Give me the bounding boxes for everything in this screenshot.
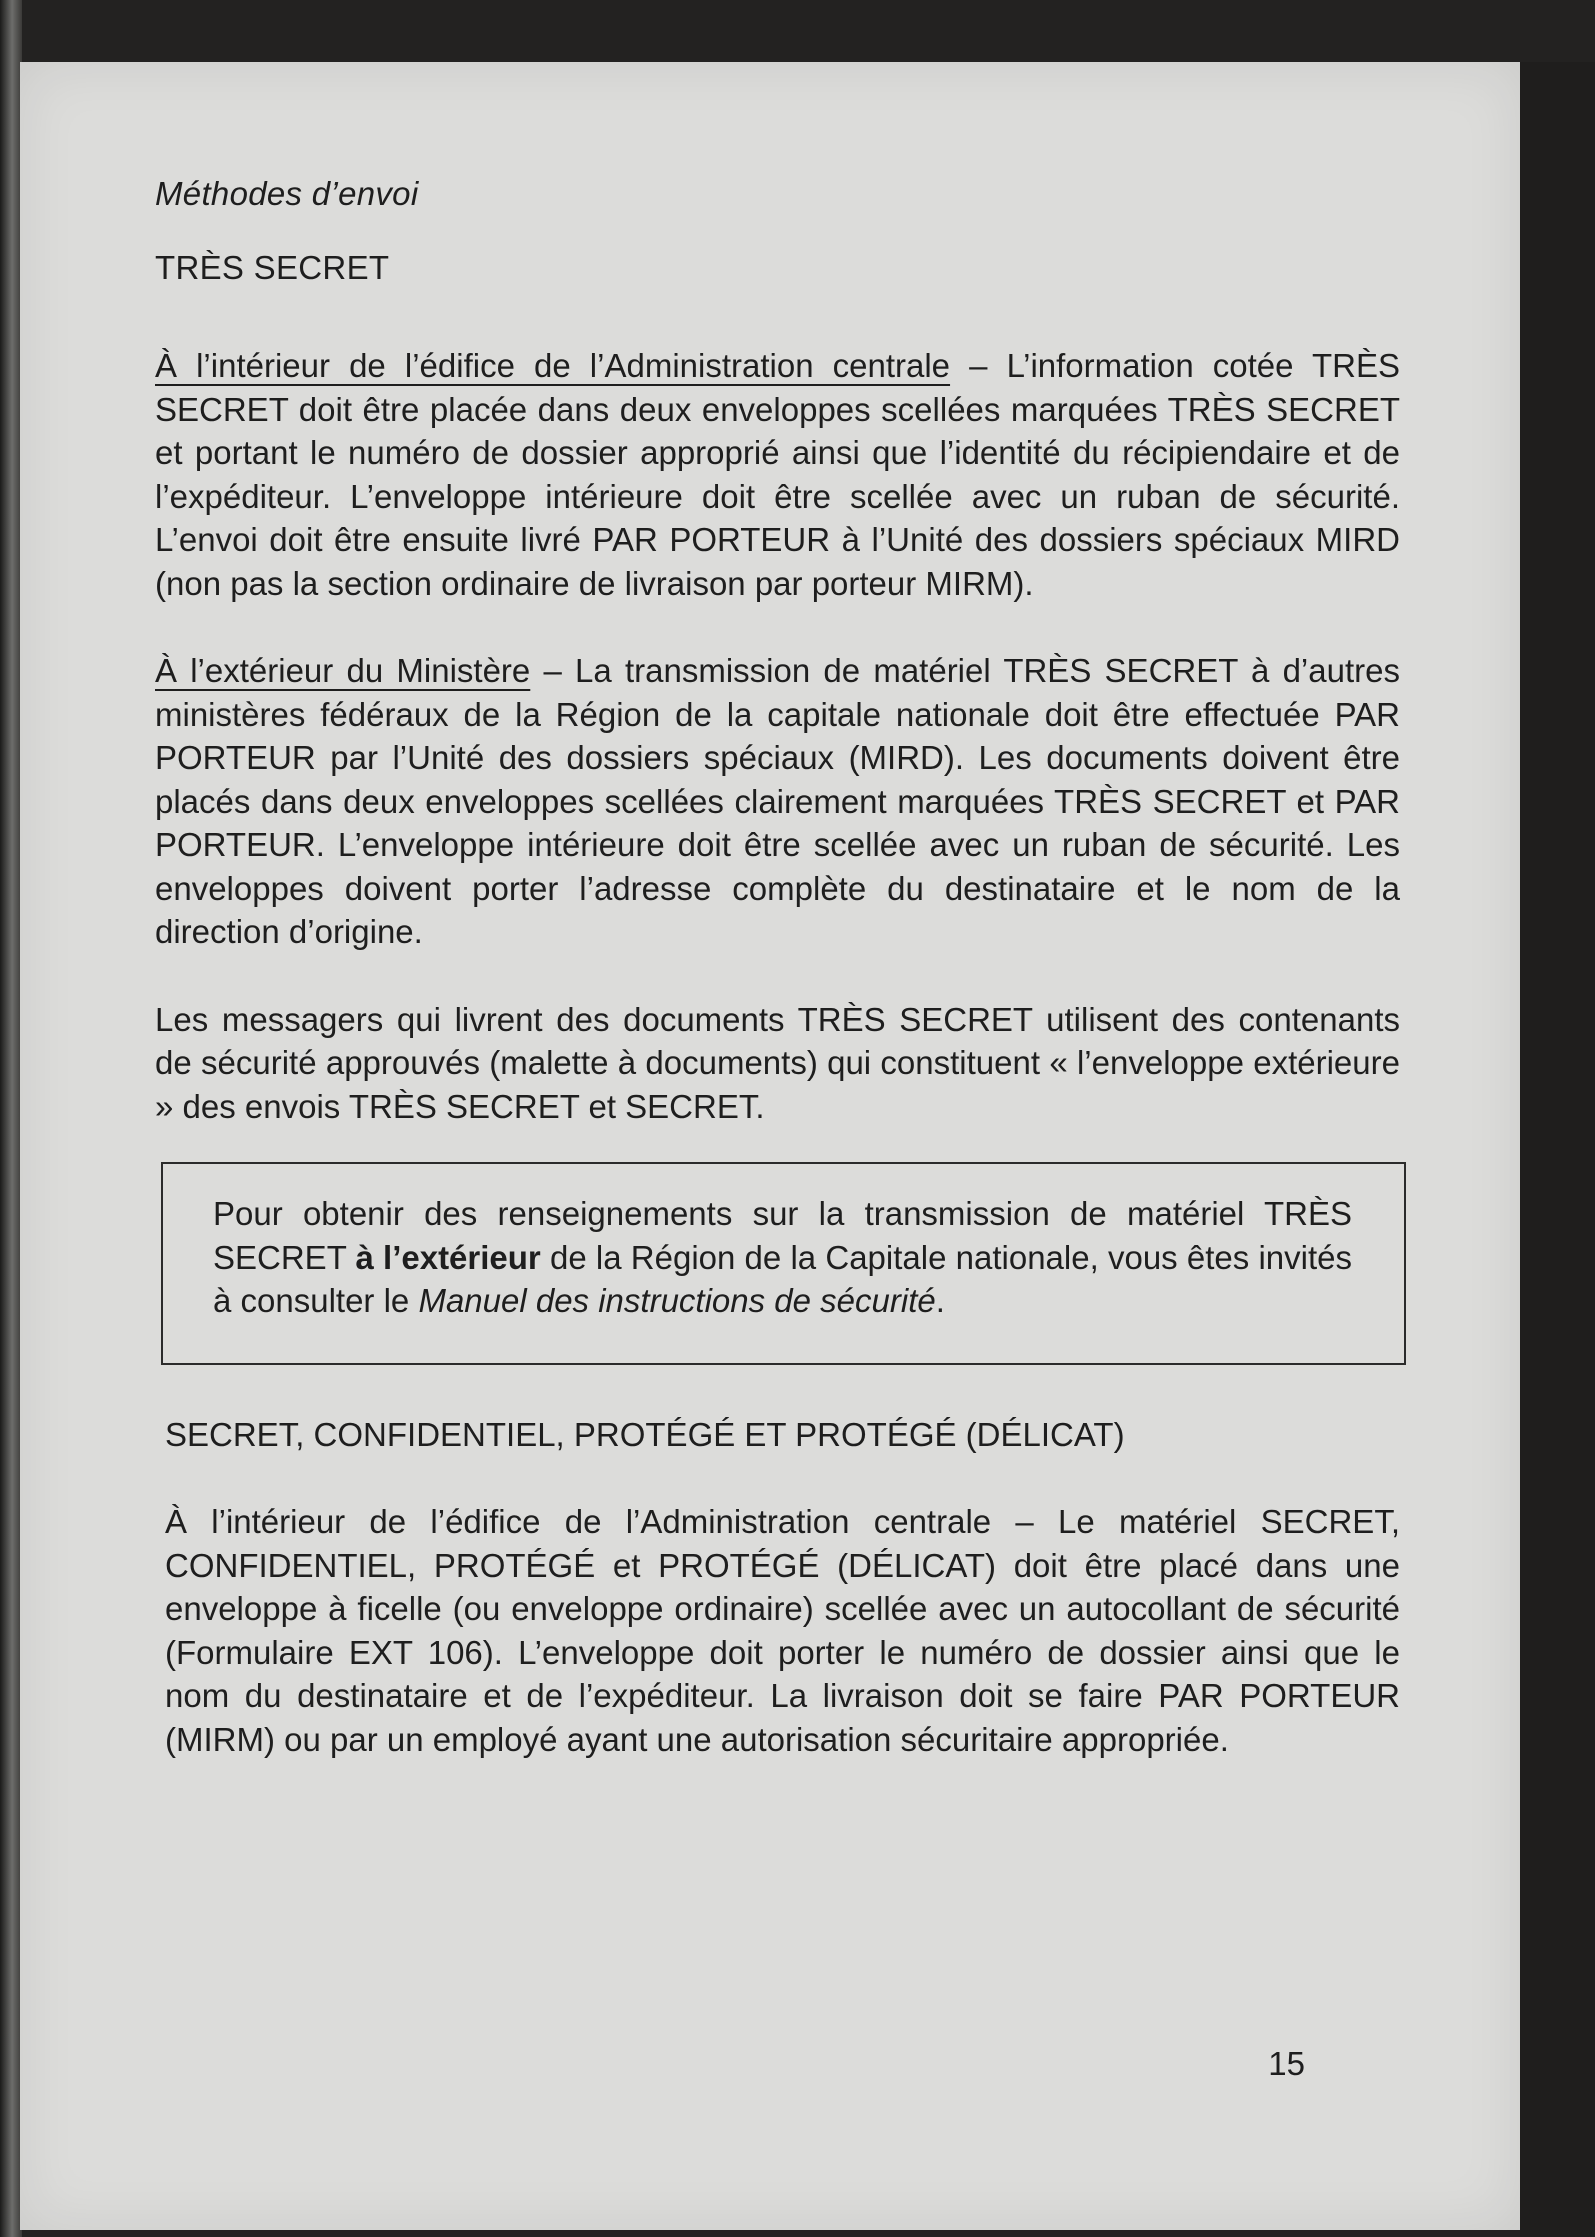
section-secret-confidentiel	[165, 1413, 1400, 1762]
paragraph-exterieur	[155, 649, 1400, 954]
notice-part: .	[935, 1282, 945, 1319]
notice-part: Pour obtenir des renseignements sur la transmission de matériel TRÈS SECRET	[213, 1195, 1352, 1276]
page-number: 15	[1268, 2045, 1305, 2082]
paragraph-lead: À l’intérieur de l’édifice de l’Administration centrale	[155, 347, 951, 384]
notice-manual-title: Manuel des instructions de sécurité	[418, 1282, 936, 1319]
notice-bold: à l’extérieur	[355, 1238, 541, 1276]
paragraph-interieur	[155, 344, 1400, 605]
notice-text	[213, 1192, 1352, 1323]
paragraph-body: – L’information cotée TRÈS SECRET doit être placée dans deux enveloppes scellées marquées TRÈS SECRET et portant le numéro de dossier approprié ainsi que l’identité du récipiendaire et de l’expéditeur. L’enveloppe intérieure doit être scellée avec un ruban de sécurité. L’envoi doit être ensuite livré PAR PORTEUR à l’Unité des dossiers spéciaux MIRD (non pas la section ordinaire de livraison par porteur MIRM).	[155, 347, 1400, 602]
paragraph-body: – La transmission de matériel TRÈS SECRET à d’autres ministères fédéraux de la Région de la capitale nationale doit être effectuée PAR PORTEUR par l’Unité des dossiers spéciaux (MIRD). Les documents doivent être placés dans deux enveloppes scellées clairement marquées TRÈS SECRET et PAR PORTEUR. L’enveloppe intérieure doit être scellée avec un ruban de sécurité. Les enveloppes doivent porter l’adresse complète du destinataire et le nom de la direction d’origine.	[155, 652, 1400, 950]
section-subtitle: Méthodes d’envoi	[155, 175, 419, 212]
document-page	[20, 62, 1520, 2230]
background-shadow	[1520, 62, 1595, 2237]
paragraph-lead: À l’extérieur du Ministère	[155, 652, 531, 689]
notice-box	[161, 1162, 1406, 1365]
paragraph-secret-interieur: À l’intérieur de l’édifice de l’Administration centrale – Le matériel SECRET, CONFIDENTIEL, PROTÉGÉ et PROTÉGÉ (DÉLICAT) doit être placé dans une enveloppe à ficelle (ou enveloppe ordinaire) scellée avec un autocollant de sécurité (Formulaire EXT 106). L’enveloppe doit porter le numéro de dossier ainsi que le nom du destinataire et de l’expéditeur. La livraison doit se faire PAR PORTEUR (MIRM) ou par un employé ayant une autorisation sécuritaire appropriée.	[165, 1503, 1400, 1758]
section-heading-tres-secret: TRÈS SECRET	[155, 248, 390, 286]
page-content	[155, 172, 1400, 1805]
left-page-edge	[0, 0, 22, 2237]
notice-part: de la Région de la Capitale nationale, vous êtes invités à consulter le	[213, 1238, 1352, 1319]
paragraph-messagers: Les messagers qui livrent des documents TRÈS SECRET utilisent des contenants de sécurité approuvés (malette à documents) qui constituent « l’enveloppe extérieure » des envois TRÈS SECRET et SECRET.	[155, 1000, 1400, 1125]
section-heading-secret: SECRET, CONFIDENTIEL, PROTÉGÉ ET PROTÉGÉ (DÉLICAT)	[165, 1415, 1125, 1453]
